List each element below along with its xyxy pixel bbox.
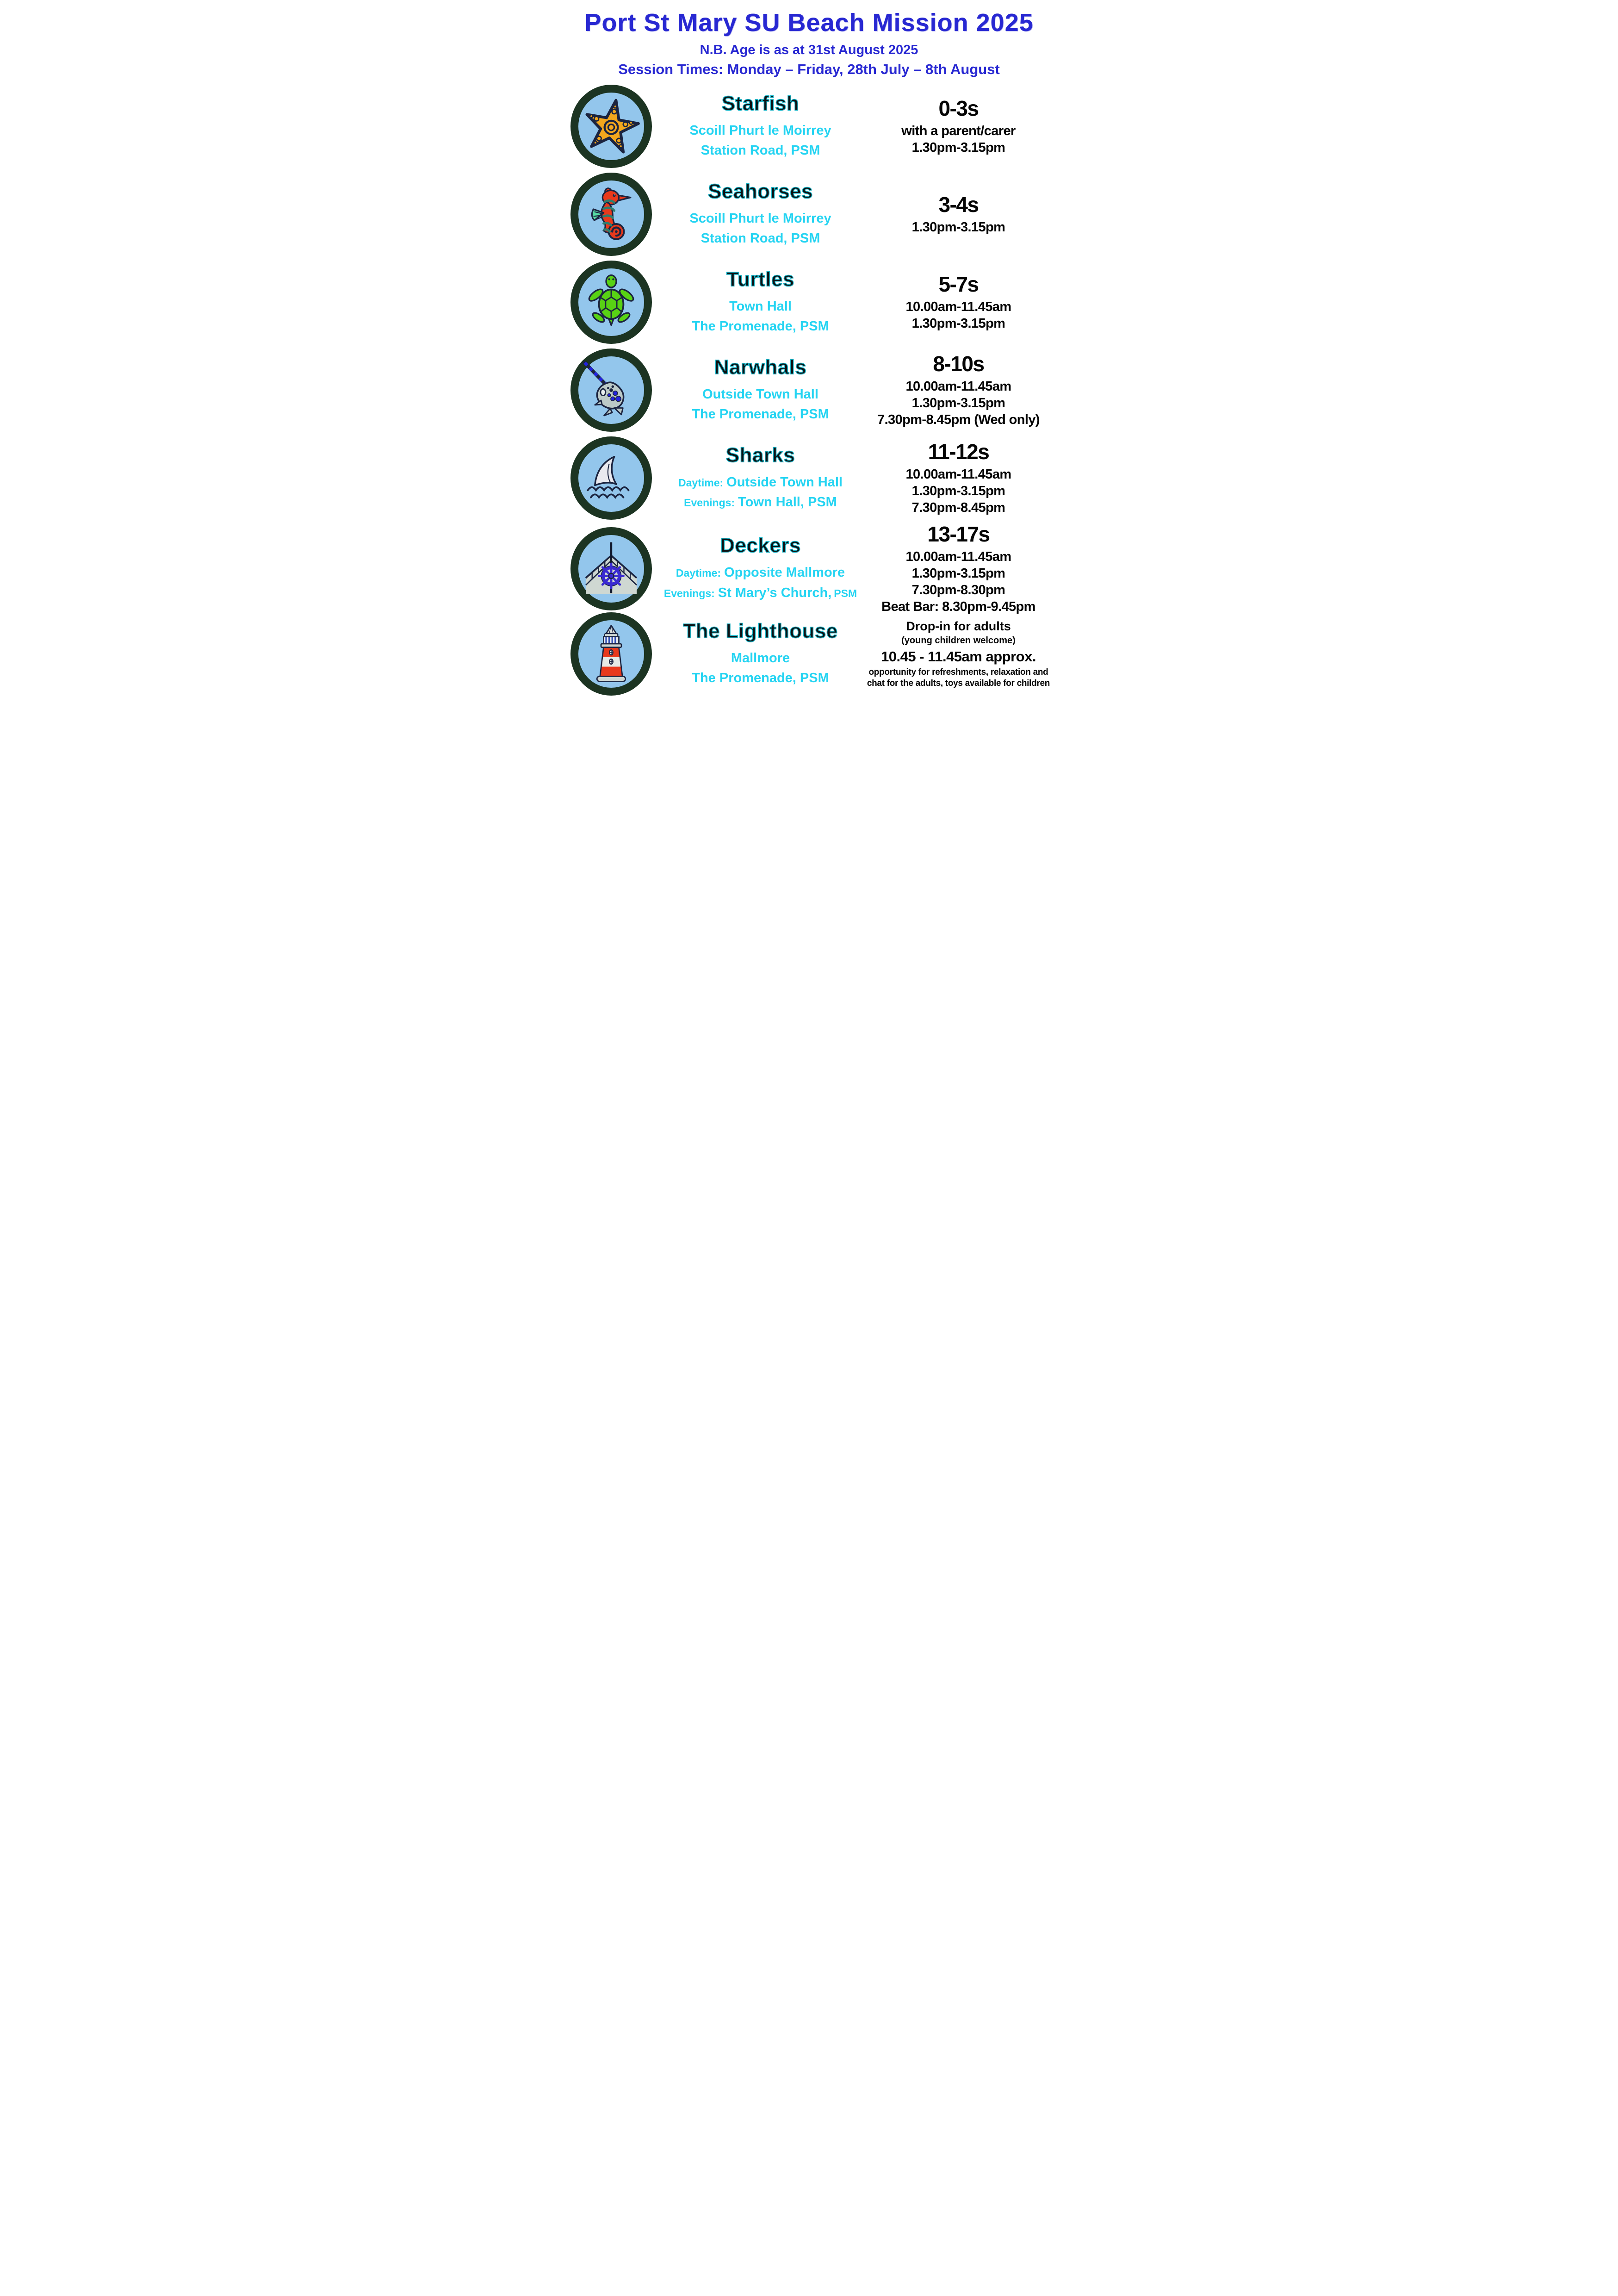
- group-name: Deckers: [720, 534, 801, 557]
- location-line: [689, 229, 831, 249]
- age-note: N.B. Age is as at 31st August 2025: [700, 43, 918, 57]
- group-name: Starfish: [721, 92, 800, 115]
- starfish-icon: [581, 96, 642, 157]
- shark-badge: [570, 436, 652, 520]
- group-info: [661, 444, 860, 513]
- time-line: 1.30pm-3.15pm: [911, 395, 1005, 411]
- location-line: [678, 473, 843, 493]
- location-text: Town Hall, PSM: [738, 495, 837, 510]
- time-line: with a parent/carer: [901, 123, 1016, 138]
- group-location: [689, 209, 831, 249]
- group-location: [692, 648, 829, 689]
- time-line: 10.00am-11.45am: [905, 379, 1011, 394]
- badge-column: [555, 527, 661, 610]
- time-line: 1.30pm-3.15pm: [911, 140, 1005, 155]
- location-line: [678, 492, 843, 513]
- seahorse-icon: [581, 184, 642, 245]
- time-line: 1.30pm-3.15pm: [911, 483, 1005, 498]
- group-schedule: [860, 352, 1064, 429]
- shark-fin-icon: [581, 448, 642, 509]
- location-text: Station Road, PSM: [701, 231, 820, 246]
- badge-column: [555, 612, 661, 696]
- location-line: [664, 583, 857, 604]
- group-row-narwhals: [555, 346, 1064, 434]
- turtle-badge: [570, 261, 652, 344]
- group-name: Seahorses: [707, 180, 813, 203]
- location-text: Station Road, PSM: [701, 143, 820, 158]
- badge-column: [555, 348, 661, 432]
- page-title: Port St Mary SU Beach Mission 2025: [584, 9, 1034, 37]
- location-line: [692, 317, 829, 337]
- beach-mission-poster: [555, 0, 1064, 722]
- dropin-time: 10.45 - 11.45am approx.: [881, 648, 1036, 665]
- group-row-turtles: [555, 258, 1064, 346]
- location-line: [692, 404, 829, 425]
- time-line: 10.00am-11.45am: [905, 299, 1011, 314]
- location-text: St Mary’s Church,: [718, 585, 832, 600]
- location-suffix: PSM: [834, 587, 857, 599]
- group-schedule: [860, 272, 1064, 332]
- session-times-line: Session Times: Monday – Friday, 28th July – 8th August: [618, 61, 1000, 77]
- group-rows: [555, 82, 1064, 698]
- deckers-badge: [570, 527, 652, 610]
- group-location: [692, 385, 829, 425]
- group-info: [661, 180, 860, 249]
- location-line: [689, 141, 831, 161]
- turtle-icon: [581, 272, 642, 333]
- location-label: Evenings:: [663, 587, 715, 599]
- group-name: Sharks: [725, 443, 795, 467]
- time-line: 7.30pm-8.45pm (Wed only): [877, 412, 1040, 427]
- badge-column: [555, 261, 661, 344]
- time-line: Beat Bar: 8.30pm-9.45pm: [881, 599, 1035, 614]
- group-name: Narwhals: [714, 355, 807, 379]
- location-line: [692, 668, 829, 689]
- location-line: [692, 648, 829, 669]
- location-text: Mallmore: [731, 650, 790, 666]
- group-schedule: [860, 522, 1064, 616]
- time-line: 1.30pm-3.15pm: [911, 316, 1005, 331]
- location-line: [689, 121, 831, 141]
- group-location: [664, 563, 857, 603]
- poster-header: [555, 0, 1064, 78]
- location-text: Scoill Phurt le Moirrey: [689, 211, 831, 226]
- location-line: [692, 297, 829, 317]
- dropin-subtitle: (young children welcome): [901, 635, 1016, 646]
- group-info: [661, 268, 860, 337]
- age-range: 11-12s: [928, 440, 989, 464]
- dropin-info: [860, 619, 1064, 689]
- group-location: [678, 473, 843, 513]
- badge-column: [555, 85, 661, 168]
- badge-column: [555, 436, 661, 520]
- group-row-deckers: [555, 522, 1064, 614]
- ship-deck-wheel-icon: [581, 538, 642, 599]
- location-text: The Promenade, PSM: [692, 407, 829, 422]
- seahorse-badge: [570, 173, 652, 256]
- badge-column: [555, 173, 661, 256]
- starfish-badge: [570, 85, 652, 168]
- location-line: [692, 385, 829, 405]
- location-text: Scoill Phurt le Moirrey: [689, 123, 831, 138]
- location-label: Daytime:: [676, 567, 721, 579]
- group-info: [661, 534, 860, 603]
- time-line: 7.30pm-8.30pm: [911, 582, 1005, 597]
- time-line: 10.00am-11.45am: [905, 549, 1011, 564]
- time-line: 1.30pm-3.15pm: [911, 566, 1005, 581]
- location-label: Evenings:: [684, 497, 735, 509]
- time-line: 10.00am-11.45am: [905, 467, 1011, 482]
- group-info: [661, 92, 860, 161]
- location-line: [689, 209, 831, 229]
- time-line: 1.30pm-3.15pm: [911, 219, 1005, 235]
- group-location: [689, 121, 831, 161]
- group-name: The Lighthouse: [683, 619, 838, 642]
- group-schedule: [860, 96, 1064, 156]
- age-range: 13-17s: [927, 522, 990, 546]
- group-row-sharks: [555, 434, 1064, 522]
- location-label: Daytime:: [678, 476, 724, 489]
- age-range: 0-3s: [938, 96, 979, 121]
- location-text: Town Hall: [729, 299, 792, 314]
- group-info: [661, 356, 860, 425]
- group-name: Turtles: [726, 268, 794, 291]
- location-text: Outside Town Hall: [726, 474, 843, 490]
- location-line: [664, 563, 857, 583]
- dropin-note: opportunity for refreshments, relaxation and: [868, 667, 1048, 678]
- lighthouse-icon: [581, 623, 642, 684]
- dropin-note: chat for the adults, toys available for children: [867, 678, 1050, 689]
- narwhal-icon: [581, 360, 642, 421]
- location-text: Outside Town Hall: [702, 386, 818, 402]
- group-location: [692, 297, 829, 337]
- narwhal-badge: [570, 348, 652, 432]
- age-range: 3-4s: [938, 193, 979, 217]
- group-row-seahorses: [555, 170, 1064, 258]
- group-schedule: [860, 193, 1064, 236]
- lighthouse-badge: [570, 612, 652, 696]
- location-text: The Promenade, PSM: [692, 671, 829, 685]
- location-text: Opposite Mallmore: [724, 565, 845, 580]
- age-range: 5-7s: [938, 272, 979, 297]
- age-range: 8-10s: [933, 352, 984, 376]
- group-row-lighthouse: [555, 610, 1064, 698]
- group-schedule: [860, 440, 1064, 516]
- time-line: 7.30pm-8.45pm: [911, 500, 1005, 515]
- group-row-starfish: [555, 82, 1064, 170]
- group-info: [661, 620, 860, 689]
- location-text: The Promenade, PSM: [692, 319, 829, 334]
- dropin-title: Drop-in for adults: [906, 619, 1011, 634]
